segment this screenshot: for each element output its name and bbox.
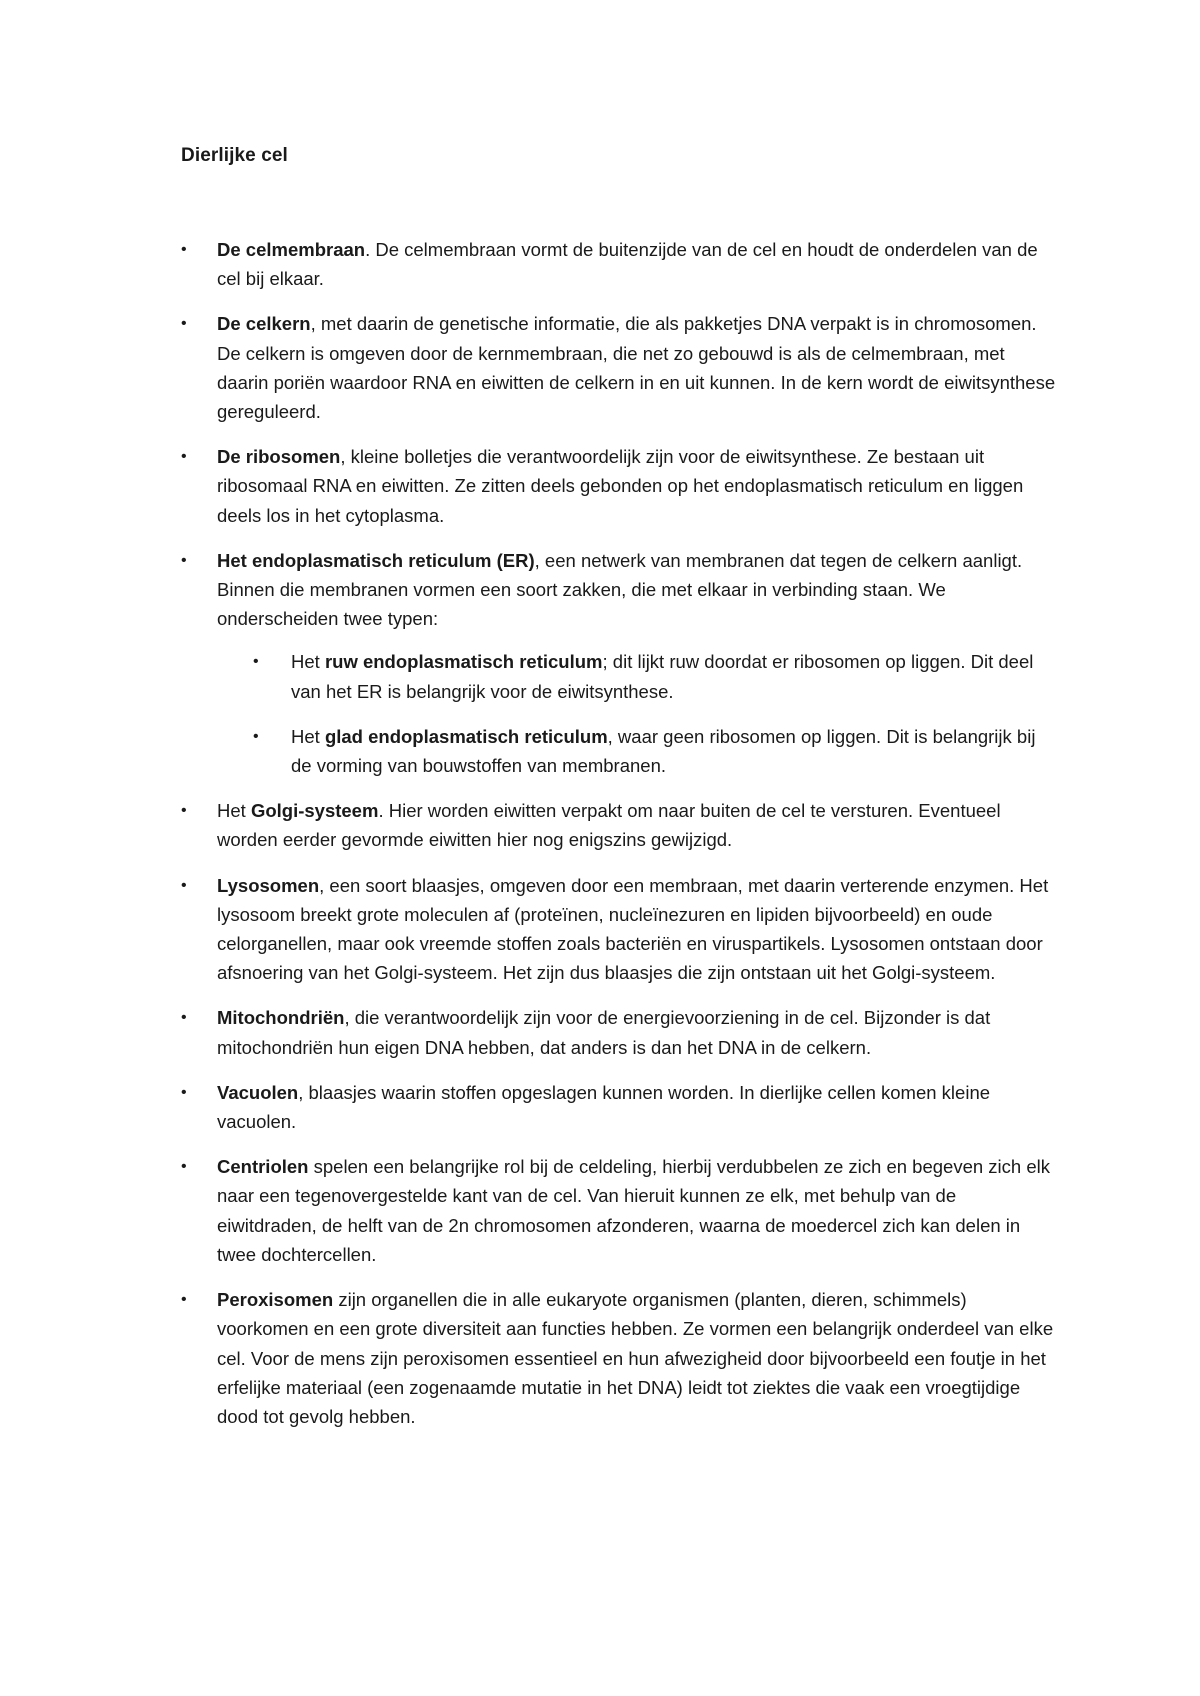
bullet-icon: • (181, 802, 187, 820)
list-item (181, 546, 1061, 780)
sub-item-term: glad endoplasmatisch reticulum (324, 725, 608, 747)
sub-item-prefix: Het (291, 725, 325, 747)
item-term: Vacuolen (217, 1081, 299, 1103)
document-title: Dierlijke cel (181, 145, 288, 166)
item-description: , blaasjes waarin stoffen opgeslagen kunnen worden. In dierlijke cellen komen kleine vacuolen. (217, 1081, 991, 1133)
list-item (181, 1285, 1061, 1431)
item-description: . De celmembraan vormt de buitenzijde van de cel en houdt de onderdelen van de cel bij elkaar. (217, 239, 1038, 290)
bullet-icon: • (181, 551, 187, 569)
sub-list-item (253, 722, 1061, 780)
sub-item-description: ; dit lijkt ruw doordat er ribosomen op liggen. Dit deel van het ER is belangrijk voor de eiwitsynthese. (291, 651, 1034, 702)
item-description: , een soort blaasjes, omgeven door een membraan, met daarin verterende enzymen. Het lysosoom breekt grote moleculen af (proteïnen, nucleïnezuren en lipiden bijvoorbeeld) en oude celorganellen, maar ook vreemde stoffen zoals bacteriën en viruspartikels. Lysosomen ontstaan door afsnoering van het Golgi-systeem. Het zijn dus blaasjes die zijn ontstaan uit het Golgi-systeem. (217, 874, 1049, 984)
sub-list-item (253, 647, 1061, 705)
item-term: Het endoplasmatisch reticulum (ER) (217, 549, 535, 571)
list-item (181, 1078, 1061, 1136)
list-item (181, 1152, 1061, 1269)
list-item (181, 796, 1061, 854)
item-description: zijn organellen die in alle eukaryote organismen (planten, dieren, schimmels) voorkomen en een grote diversiteit aan functies hebben. Ze vormen een belangrijk onderdeel van elke cel. Voor de mens zijn peroxisomen essentieel en hun afwezigheid door bijvoorbeeld een foutje in het erfelijke materiaal (een zogenaamde mutatie in het DNA) leidt tot ziektes die vaak een vroegtijdige dood tot gevolg hebben. (217, 1289, 1054, 1427)
sub-list (217, 647, 1061, 780)
bullet-icon: • (181, 1158, 187, 1176)
item-term: Golgi-systeem (250, 800, 379, 822)
list-item (181, 442, 1061, 530)
bullet-icon: • (181, 315, 187, 333)
bullet-icon: • (253, 727, 259, 745)
bullet-icon: • (181, 1009, 187, 1027)
sub-item-prefix: Het (291, 651, 325, 673)
item-description: , die verantwoordelijk zijn voor de energievoorziening in de cel. Bijzonder is dat mitochondriën hun eigen DNA hebben, dat anders is dan het DNA in de celkern. (217, 1007, 991, 1058)
bullet-icon: • (181, 876, 187, 894)
list-item (181, 309, 1061, 426)
item-description: spelen een belangrijke rol bij de celdeling, hierbij verdubbelen ze zich en begeven zich elk naar een tegenovergestelde kant van de cel. Van hieruit kunnen ze elk, met behulp van de eiwitdraden, de helft van de 2n chromosomen afzonderen, waarna de moedercel zich kan delen in twee dochtercellen. (217, 1156, 1050, 1265)
item-term: Peroxisomen (217, 1289, 334, 1311)
item-prefix: Het (217, 800, 251, 822)
item-term: De ribosomen (217, 446, 341, 468)
list-item (181, 871, 1061, 988)
item-term: Centriolen (217, 1156, 309, 1178)
bullet-icon: • (181, 1291, 187, 1309)
bullet-icon: • (181, 1083, 187, 1101)
item-description: , met daarin de genetische informatie, die als pakketjes DNA verpakt is in chromosomen. De celkern is omgeven door de kernmembraan, die net zo gebouwd is als de celmembraan, met daarin poriën waardoor RNA en eiwitten de celkern in en uit kunnen. In de kern wordt de eiwitsynthese gereguleerd. (217, 313, 1056, 423)
list-item (181, 1003, 1061, 1061)
sub-item-term: ruw endoplasmatisch reticulum (324, 651, 603, 673)
sub-item-description: , waar geen ribosomen op liggen. Dit is belangrijk bij de vorming van bouwstoffen van membranen. (291, 725, 1036, 777)
bullet-icon: • (181, 241, 187, 258)
list-item (181, 235, 1061, 293)
bullet-icon: • (181, 448, 187, 466)
item-term: De celmembraan (217, 239, 366, 260)
item-description: , een netwerk van membranen dat tegen de celkern aanligt. Binnen die membranen vormen een soort zakken, die met elkaar in verbinding staan. We onderscheiden twee typen: (217, 549, 1023, 630)
item-term: Mitochondriën (217, 1007, 345, 1029)
item-term: De celkern (217, 313, 311, 335)
organelle-list (181, 235, 1061, 1447)
bullet-icon: • (253, 653, 259, 671)
item-description: , kleine bolletjes die verantwoordelijk zijn voor de eiwitsynthese. Ze bestaan uit ribosomaal RNA en eiwitten. Ze zitten deels gebonden op het endoplasmatisch reticulum en liggen deels los in het cytoplasma. (217, 446, 1024, 526)
item-term: Lysosomen (217, 874, 320, 896)
item-description: . Hier worden eiwitten verpakt om naar buiten de cel te versturen. Eventueel worden eerder gevormde eiwitten hier nog enigszins gewijzigd. (217, 800, 1001, 851)
